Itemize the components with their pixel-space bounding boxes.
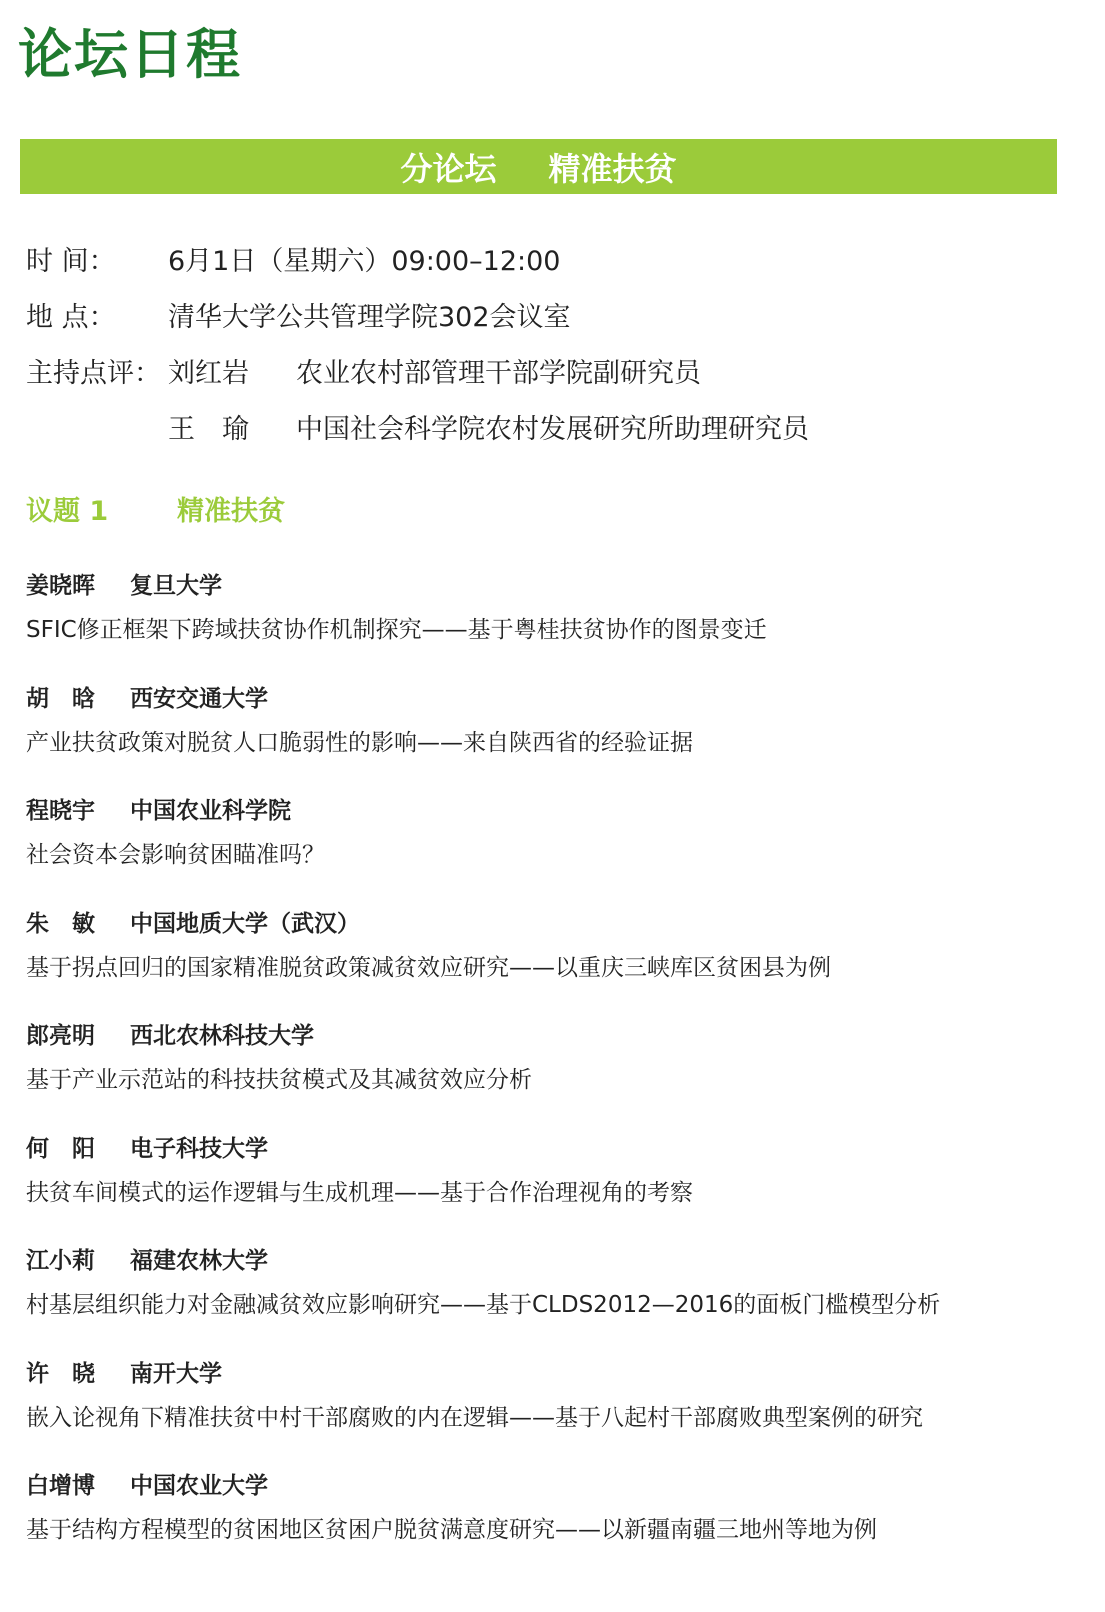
speaker-line	[26, 1466, 1086, 1510]
speaker-name: 胡 晗	[26, 685, 95, 712]
speaker-line	[26, 1354, 1086, 1398]
host-name: 王 瑜	[168, 414, 249, 445]
talk-item	[26, 1129, 1086, 1242]
talk-item	[26, 791, 1086, 904]
paper-title: 扶贫车间模式的运作逻辑与生成机理——基于合作治理视角的考察	[26, 1179, 693, 1206]
place-label: 地 点：	[26, 302, 116, 333]
speaker-line	[26, 1129, 1086, 1173]
speaker-line	[26, 904, 1086, 948]
speaker-affiliation: 中国农业科学院	[130, 798, 291, 824]
speaker-name: 郎亮明	[26, 1023, 95, 1049]
talk-item	[26, 1241, 1086, 1354]
talk-item	[26, 566, 1086, 679]
paper-title: 嵌入论视角下精准扶贫中村干部腐败的内在逻辑——基于八起村干部腐败典型案例的研究	[26, 1404, 923, 1431]
talk-item	[26, 904, 1086, 1017]
time-row	[26, 234, 809, 290]
place-value: 清华大学公共管理学院302会议室	[168, 302, 571, 333]
paper-title: 基于结构方程模型的贫困地区贫困户脱贫满意度研究——以新疆南疆三地州等地为例	[26, 1517, 877, 1543]
talk-list	[26, 566, 1086, 1579]
topic-name: 精准扶贫	[177, 496, 285, 527]
paper-title: 基于产业示范站的科技扶贫模式及其减贫效应分析	[26, 1067, 532, 1093]
topic-number: 议题 1	[26, 496, 109, 527]
topic-heading	[26, 489, 285, 528]
speaker-name: 白增博	[26, 1473, 95, 1499]
speaker-affiliation: 复旦大学	[130, 573, 222, 599]
host-title: 农业农村部管理干部学院副研究员	[296, 358, 701, 389]
time-value: 6月1日（星期六）09:00–12:00	[168, 246, 561, 277]
banner-session-theme: 精准扶贫	[548, 149, 677, 188]
host-row	[26, 402, 809, 458]
place-row	[26, 290, 809, 346]
paper-title: 产业扶贫政策对脱贫人口脆弱性的影响——来自陕西省的经验证据	[26, 729, 693, 756]
speaker-name: 姜晓晖	[26, 573, 95, 599]
speaker-affiliation: 中国农业大学	[130, 1473, 268, 1499]
speaker-line	[26, 791, 1086, 835]
speaker-affiliation: 西北农林科技大学	[130, 1023, 314, 1049]
speaker-line	[26, 1016, 1086, 1060]
page-title: 论坛日程	[18, 23, 242, 86]
talk-item	[26, 1466, 1086, 1579]
speaker-name: 程晓宇	[26, 798, 95, 824]
speaker-affiliation: 中国地质大学（武汉）	[130, 910, 360, 937]
speaker-affiliation: 南开大学	[130, 1360, 222, 1387]
speaker-affiliation: 福建农林大学	[130, 1248, 268, 1274]
talk-item	[26, 1016, 1086, 1129]
paper-title: 社会资本会影响贫困瞄准吗？	[26, 842, 325, 868]
speaker-name: 江小莉	[26, 1248, 95, 1274]
paper-title: SFIC修正框架下跨域扶贫协作机制探究——基于粤桂扶贫协作的图景变迁	[26, 617, 767, 643]
paper-title: 基于拐点回归的国家精准脱贫政策减贫效应研究——以重庆三峡库区贫困县为例	[26, 954, 831, 981]
speaker-name: 许 晓	[26, 1360, 95, 1387]
host-name: 刘红岩	[168, 358, 249, 389]
talk-item	[26, 1354, 1086, 1467]
paper-title: 村基层组织能力对金融减贫效应影响研究——基于CLDS2012—2016的面板门槛模型分析	[26, 1292, 941, 1318]
speaker-line	[26, 1241, 1086, 1285]
speaker-name: 何 阳	[26, 1135, 95, 1162]
speaker-line	[26, 566, 1086, 610]
talk-item	[26, 679, 1086, 792]
host-title: 中国社会科学院农村发展研究所助理研究员	[296, 414, 809, 445]
session-info	[26, 234, 809, 458]
speaker-affiliation: 电子科技大学	[130, 1135, 268, 1162]
host-label: 主持点评：	[26, 358, 161, 389]
banner-session-label: 分论坛	[400, 149, 497, 188]
speaker-affiliation: 西安交通大学	[130, 685, 268, 712]
time-label: 时 间：	[26, 246, 116, 277]
host-row	[26, 346, 809, 402]
session-banner	[20, 139, 1057, 194]
speaker-name: 朱 敏	[26, 910, 95, 937]
speaker-line	[26, 679, 1086, 723]
